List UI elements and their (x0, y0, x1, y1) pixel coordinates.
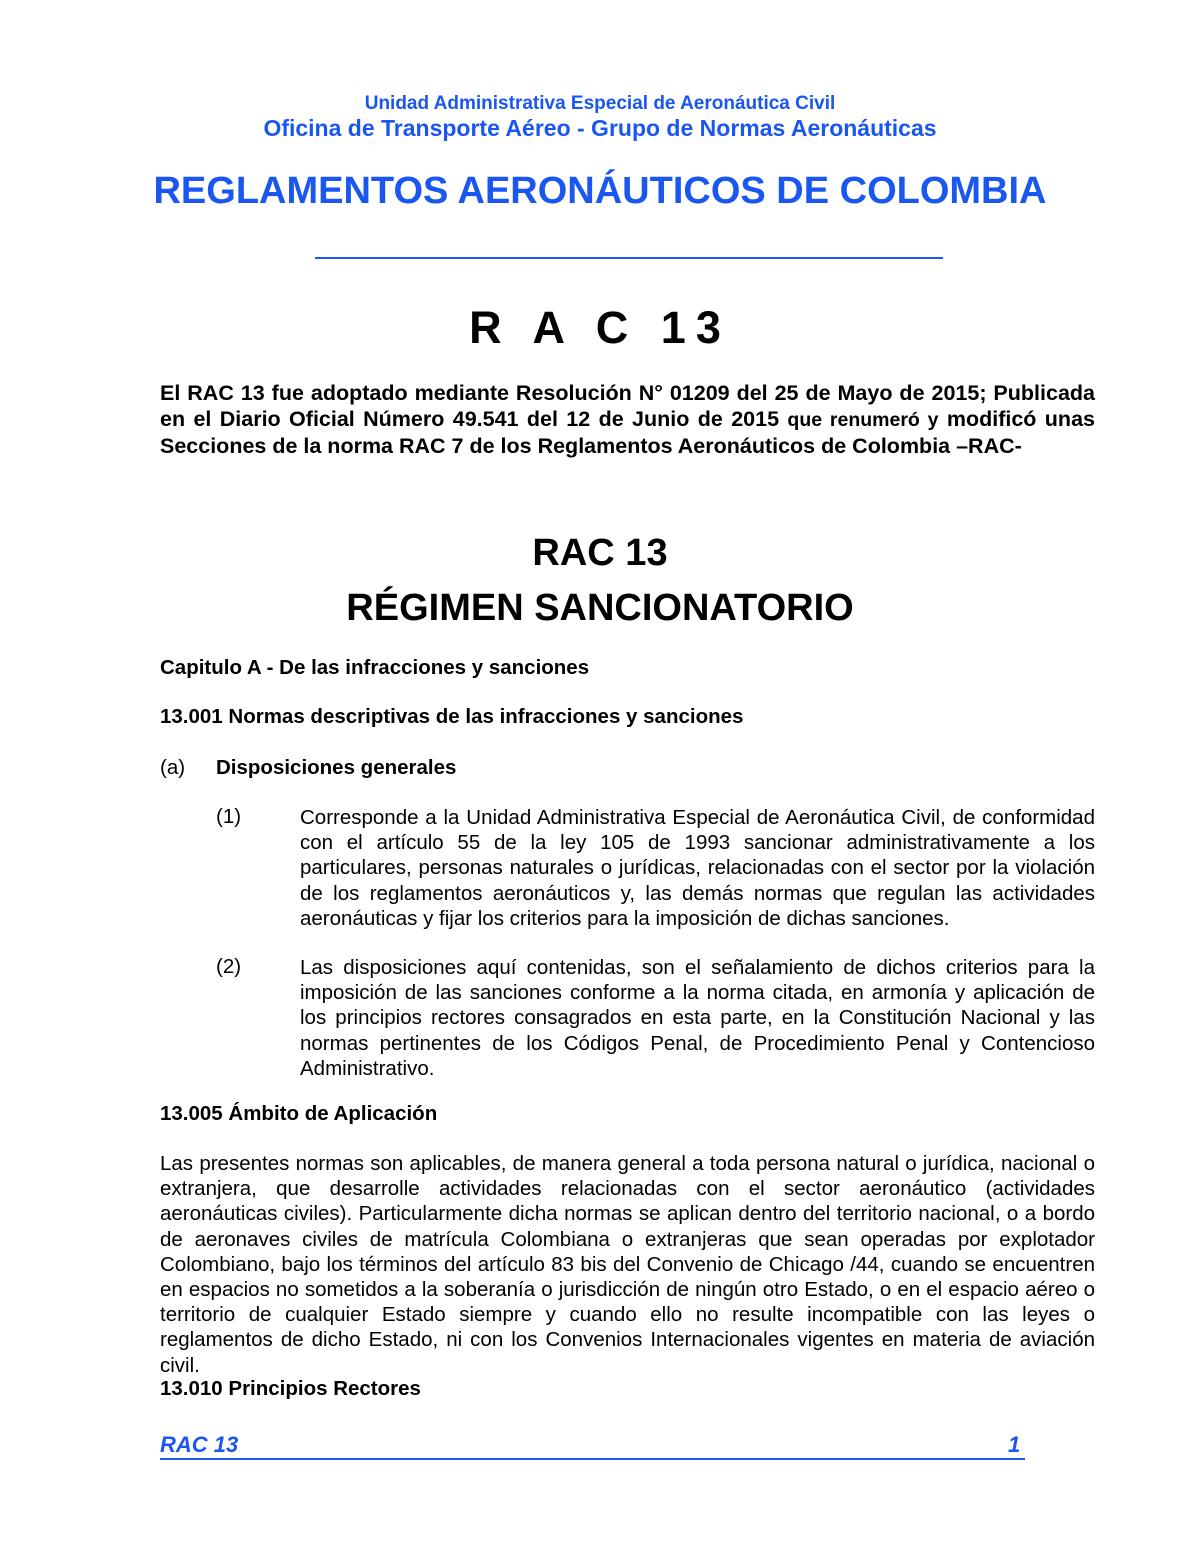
regulation-code-spaced: R A C 13 (469, 302, 731, 353)
intro-small: que renumeró y (787, 409, 939, 431)
item-2-marker: (2) (216, 955, 242, 978)
footer-rule (160, 1458, 1025, 1460)
section-001-title: 13.001 Normas descriptivas de las infracciones y sanciones (160, 705, 744, 728)
intro-rest: modificó unas Secciones de la norma RAC 7 de los Reglamentos Aeronáuticos de Colombia –RAC- (160, 407, 1095, 458)
item-1-marker: (1) (216, 805, 242, 828)
agency-name: Unidad Administrativa Especial de Aeronáutica Civil (364, 93, 836, 114)
footer-code: RAC 13 (160, 1432, 239, 1457)
section-005-title: 13.005 Ámbito de Aplicación (160, 1102, 438, 1125)
regulation-code: RAC 13 (532, 532, 668, 574)
section-005-text: Las presentes normas son aplicables, de manera general a toda persona natural o jurídica, nacional o extranjera, que desarrolle actividades relacionadas con el sector aeronáutico (actividades aeronáuticas civiles). Particularmente dicha normas se aplican dentro del territorio nacional, o a bordo de aeronaves civiles de matrícula Colombiana o extranjeras que sean operadas por explotador Colombiano, bajo los términos del artículo 83 bis del Convenio de Chicago /44, cuando se encuentren en espacios no sometidos a la soberanía o jurisdicción de ningún otro Estado, o en el espacio aéreo o territorio de cualquier Estado siempre y cuando ello no resulte incompatible con las leyes o reglamentos de dicho Estado, ni con los Convenios Internacionales vigentes en materia de aviación civil. (160, 1152, 1095, 1377)
office-name: Oficina de Transporte Aéreo - Grupo de Normas Aeronáuticas (263, 115, 937, 141)
subsection-a-title: Disposiciones generales (216, 756, 457, 779)
intro-paragraph (160, 380, 1095, 459)
subsection-a-marker: (a) (160, 756, 186, 779)
item-2-text: Las disposiciones aquí contenidas, son el señalamiento de dichos criterios para la imposición de las sanciones conforme a la norma citada, en armonía y aplicación de los principios rectores consagrados en esta parte, en la Constitución Nacional y las normas pertinentes de los Códigos Penal, de Procedimiento Penal y Contencioso Administrativo. (300, 956, 1095, 1080)
item-1-text: Corresponde a la Unidad Administrativa Especial de Aeronáutica Civil, de conformidad con el artículo 55 de la ley 105 de 1993 sancionar administrativamente a los particulares, personas naturales o jurídicas, relacionadas con el sector por la violación de los reglamentos aeronáuticos y, las demás normas que regulan las actividades aeronáuticas y fijar los criterios para la imposición de dichas sanciones. (300, 806, 1095, 930)
document-title: REGLAMENTOS AERONÁUTICOS DE COLOMBIA (153, 170, 1047, 212)
chapter-title: Capitulo A - De las infracciones y sanciones (160, 656, 590, 679)
title-divider (315, 257, 943, 259)
intro-main: El RAC 13 fue adoptado mediante Resolución N° 01209 del 25 de Mayo de 2015; Publicada en el Diario Oficial Número 49.541 del 12 de Junio de 2015 (160, 381, 1095, 431)
footer-page-number: 1 (1008, 1432, 1021, 1457)
section-010-title: 13.010 Principios Rectores (160, 1377, 421, 1400)
regulation-regime-title: RÉGIMEN SANCIONATORIO (346, 587, 854, 629)
